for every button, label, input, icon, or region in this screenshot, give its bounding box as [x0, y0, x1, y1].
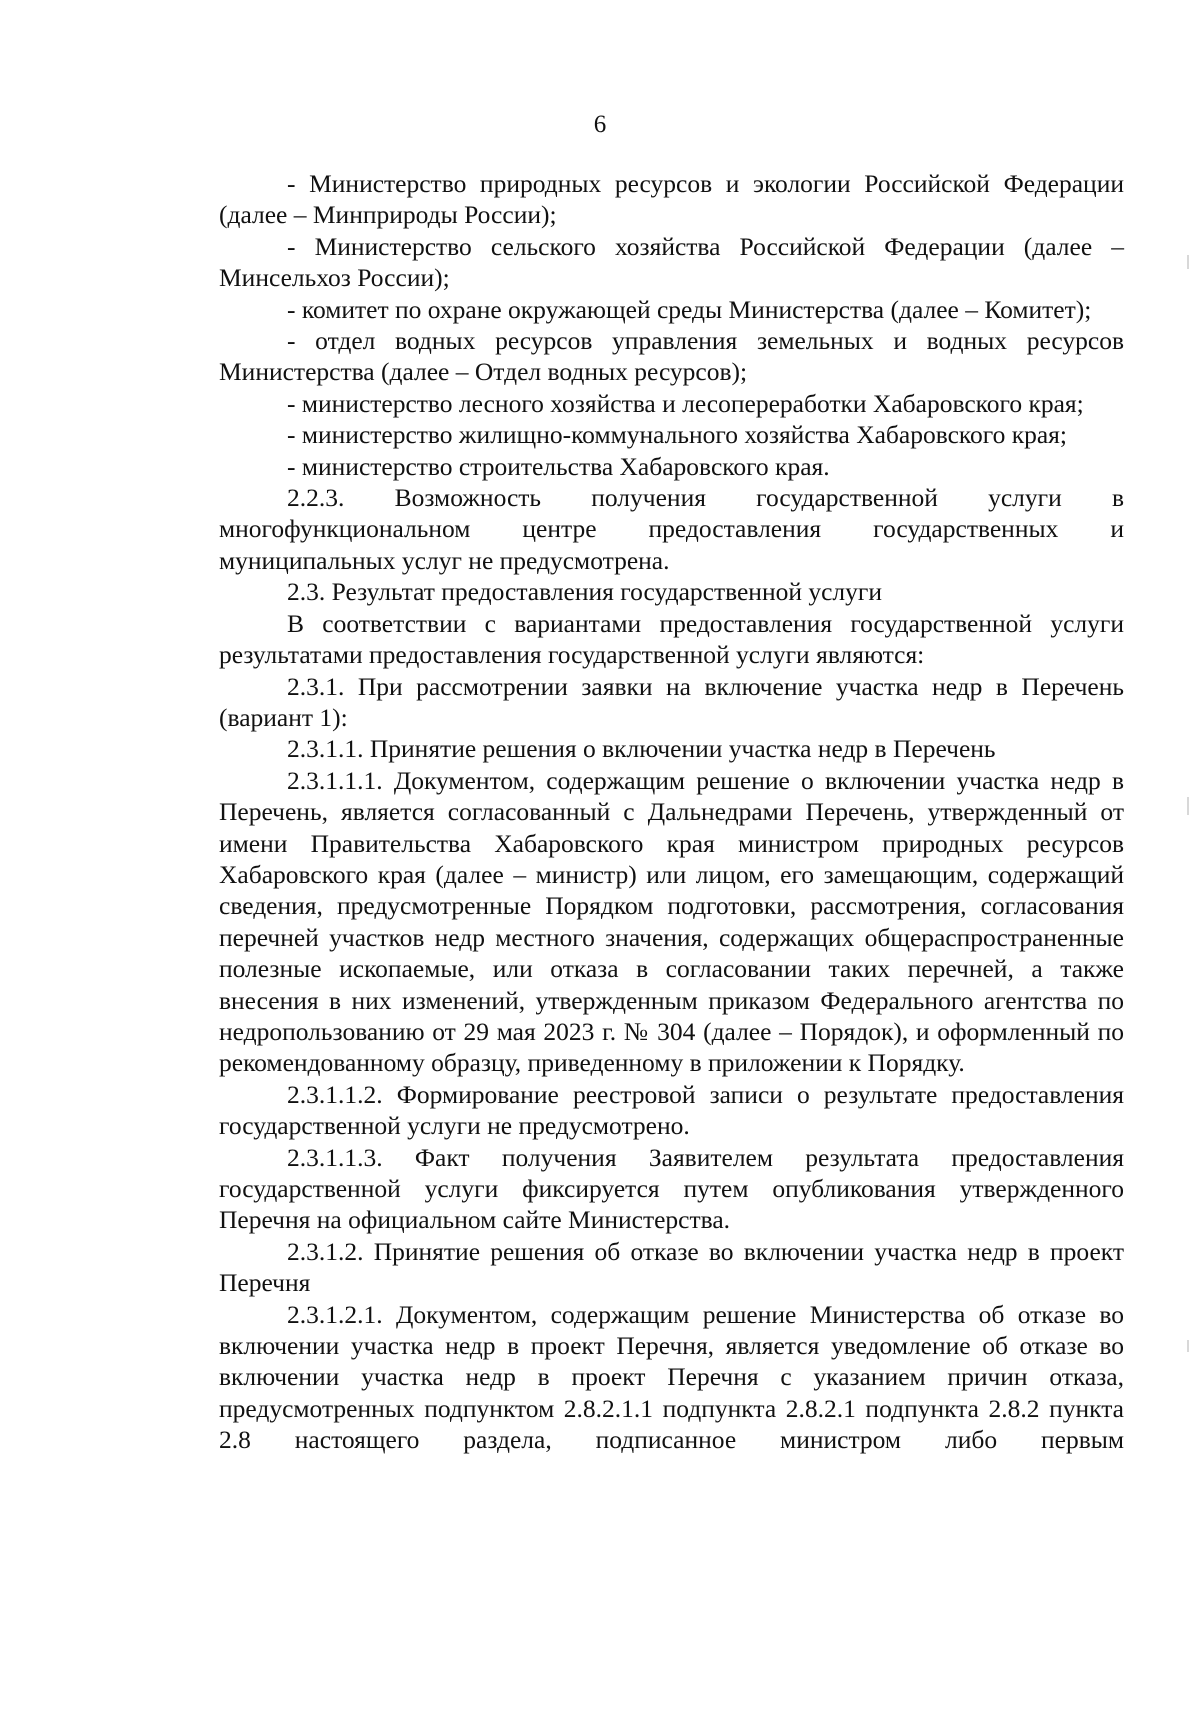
scan-artifact: [1187, 1340, 1189, 1352]
paragraph: - министерство строительства Хабаровского края.: [287, 451, 830, 481]
section-heading: 2.3. Результат предоставления государственной услуги: [287, 577, 883, 607]
paragraph: - министерство лесного хозяйства и лесопереработки Хабаровского края;: [287, 388, 1084, 418]
paragraph: - Министерство сельского хозяйства Российской Федерации (далее – Минсельхоз России);: [219, 231, 1124, 293]
paragraph: - министерство жилищно-коммунального хозяйства Хабаровского края;: [287, 420, 1067, 450]
subsection-heading: 2.3.1.2. Принятие решения об отказе во включении участка недр в проект Перечня: [219, 1236, 1124, 1298]
scan-artifact: [1187, 255, 1189, 269]
paragraph: 2.3.1.1.3. Факт получения Заявителем результата предоставления государственной услуги фиксируется путем опубликования утвержденного Перечня на официальном сайте Министерства.: [219, 1142, 1124, 1235]
paragraph: - Министерство природных ресурсов и экологии Российской Федерации (далее – Минприроды России);: [219, 169, 1124, 230]
paragraph: - отдел водных ресурсов управления земельных и водных ресурсов Министерства (далее – Отдел водных ресурсов);: [219, 326, 1124, 387]
paragraph: 2.3.1. При рассмотрении заявки на включение участка недр в Перечень (вариант 1):: [219, 671, 1124, 732]
scan-artifact: [1187, 797, 1189, 815]
document-body: [219, 168, 1124, 1456]
paragraph: В соответствии с вариантами предоставления государственной услуги результатами предоставления государственной услуги являются:: [219, 608, 1124, 670]
paragraph: 2.2.3. Возможность получения государственной услуги в многофункциональном центре предоставления государственных и муниципальных услуг не предусмотрена.: [219, 483, 1124, 575]
paragraph: 2.3.1.1.1. Документом, содержащим решение о включении участка недр в Перечень, является согласованный с Дальнедрами Перечень, утвержденный от имени Правительства Хабаровского края министром природных ресурсов Хабаровского края (далее – министр) или лицом, его замещающим, содержащий сведения, предусмотренные Порядком подготовки, рассмотрения, согласования перечней участков недр местного значения, содержащих общераспространенные полезные ископаемые, или отказа в согласовании таких перечней, а также внесения в них изменений, утвержденным приказом Федерального агентства по недропользованию от 29 мая 2023 г. № 304 (далее – Порядок), и оформленный по рекомендованному образцу, приведенному в приложении к Порядку.: [219, 765, 1124, 1078]
paragraph: - комитет по охране окружающей среды Министерства (далее – Комитет);: [287, 294, 1092, 324]
paragraph: 2.3.1.2.1. Документом, содержащим решение Министерства об отказе во включении участка недр в проект Перечня, является уведомление об отказе во включении участка недр в проект Перечня с указанием причин отказа, предусмотренных подпунктом 2.8.2.1.1 подпункта 2.8.2.1 подпункта 2.8.2 пункта 2.8 настоящего раздела, подписанное министром либо первым: [219, 1299, 1124, 1455]
paragraph: 2.3.1.1.2. Формирование реестровой записи о результате предоставления государственной услуги не предусмотрено.: [219, 1079, 1124, 1141]
subsection-heading: 2.3.1.1. Принятие решения о включении участка недр в Перечень: [287, 734, 996, 764]
page-number: 6: [593, 111, 607, 138]
